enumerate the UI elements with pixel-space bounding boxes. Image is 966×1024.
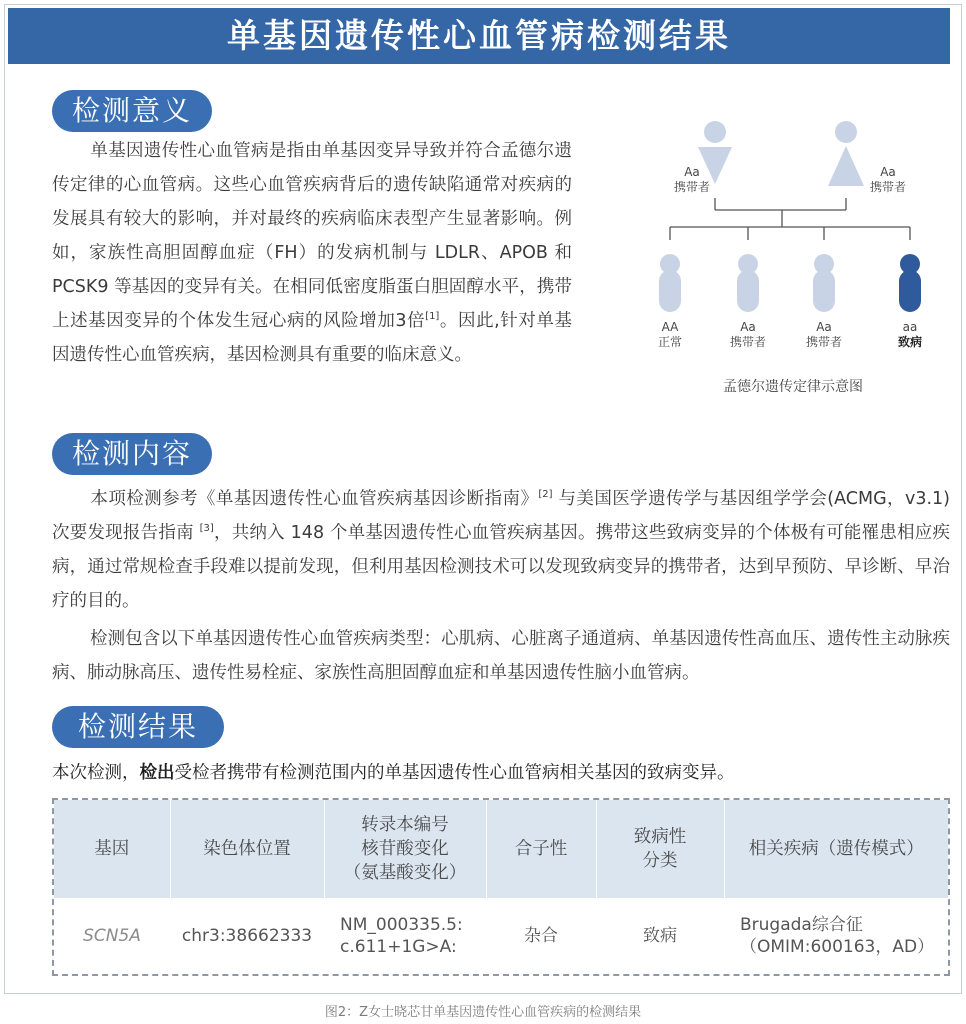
header-classification [596, 800, 724, 898]
result-table-container [52, 798, 950, 976]
parent-female-icon [828, 121, 864, 186]
header-disease: 相关疾病（遗传模式） [724, 800, 948, 898]
child-3-status: 携带者 [805, 335, 843, 349]
figure-caption: 图2：Z女士晓芯甘单基因遗传性心血管疾病的检测结果 [324, 1005, 642, 1020]
result-summary [52, 756, 950, 790]
cell-disease-line2: （OMIM:600163，AD） [740, 937, 935, 957]
page-title: 单基因遗传性心血管病检测结果 [8, 8, 950, 64]
mendelian-diagram [648, 110, 948, 410]
child-1-genotype: AA [661, 320, 679, 334]
child-3-genotype: Aa [816, 320, 832, 334]
parent-2-genotype: Aa [880, 165, 896, 179]
result-summary-a: 本次检测， [52, 763, 140, 783]
section-title-meaning: 检测意义 [52, 90, 212, 132]
header-zygosity: 合子性 [486, 800, 596, 898]
cell-gene: SCN5A [83, 926, 141, 946]
reference-2: [2] [538, 489, 553, 500]
header-gene: 基因 [54, 800, 170, 898]
table-header-row [54, 800, 948, 898]
parent-1-status: 携带者 [673, 180, 711, 194]
child-2-genotype: Aa [740, 320, 756, 334]
header-chrom: 染色体位置 [170, 800, 324, 898]
section-title-content: 检测内容 [52, 433, 212, 475]
header-transcript-line2: 核苷酸变化 [361, 839, 449, 859]
content-text-c: ，共纳入 148 个单基因遗传性心血管疾病基因。携带这些致病变异的个体极有可能罹患相应疾病，通过常规检查手段难以提前发现，但利用基因检测技术可以发现致病变异的携带者，达到早预防、早诊断、早治疗的目的。 [52, 523, 951, 611]
child-2-icon [737, 254, 759, 312]
result-summary-b: 受检者携带有检测范围内的单基因遗传性心血管病相关基因的致病变异。 [174, 763, 735, 783]
child-4-affected-icon [899, 254, 921, 312]
pedigree-svg [648, 110, 948, 370]
reference-1: [1] [425, 311, 440, 322]
meaning-text-b: 。因此,针对单基因遗传性心血管疾病，基因检测具有重要的临床意义。 [52, 311, 572, 365]
cell-zygosity: 杂合 [524, 926, 558, 946]
cell-transcript [324, 898, 486, 974]
meaning-text-a: 单基因遗传性心血管病是指由单基因变异导致并符合孟德尔遗传定律的心血管病。这些心血管疾病背后的遗传缺陷通常对疾病的发展具有较大的影响，并对最终的疾病临床表型产生显著影响。例如，家族性高胆固醇血症（FH）的发病机制与 LDLR、APOB 和 PCSK9 等基因的变异有关。在相同低密度脂蛋白胆固醇水平，携带上述基因变异的个体发生冠心病的风险增加3倍 [52, 141, 572, 331]
diagram-caption: 孟德尔遗传定律示意图 [723, 379, 863, 395]
cell-classification: 致病 [643, 926, 677, 946]
child-1-status: 正常 [657, 335, 683, 349]
cell-transcript-line2: c.611+1G>A: [340, 937, 457, 957]
cell-disease-line1: Brugada综合征 [740, 915, 863, 935]
result-summary-bold: 检出 [139, 763, 175, 783]
reference-3: [3] [199, 523, 214, 534]
child-3-icon [813, 254, 835, 312]
content-text-b: 与美国医学遗传学与基因组学学会(ACMG，v3.1) 次要发现报告指南 [52, 489, 950, 543]
header-transcript-line3: （氨基酸变化） [343, 863, 467, 883]
content-text-a: 本项检测参考《单基因遗传性心血管疾病基因诊断指南》 [90, 489, 539, 509]
child-4-genotype: aa [902, 320, 918, 334]
cell-transcript-line1: NM_000335.5: [340, 915, 463, 935]
cell-chrom: chr3:38662333 [181, 926, 313, 946]
table-row [54, 898, 948, 974]
header-class-line2: 分类 [642, 851, 678, 871]
meaning-paragraph [52, 134, 572, 372]
content-paragraph-2 [52, 622, 950, 690]
cell-disease [724, 898, 948, 974]
parent-male-icon [698, 121, 732, 184]
content-text-types: 检测包含以下单基因遗传性心血管疾病类型：心肌病、心脏离子通道病、单基因遗传性高血压、遗传性主动脉疾病、肺动脉高压、遗传性易栓症、家族性高胆固醇血症和单基因遗传性脑小血管病。 [52, 629, 950, 683]
parent-1-genotype: Aa [684, 165, 700, 179]
pedigree-lines [670, 198, 910, 240]
header-transcript [324, 800, 486, 898]
child-4-status: 致病 [897, 335, 923, 349]
header-transcript-line1: 转录本编号 [361, 815, 449, 835]
content-paragraph-1 [52, 482, 950, 618]
child-1-icon [659, 254, 681, 312]
child-2-status: 携带者 [729, 335, 767, 349]
result-table [54, 800, 948, 974]
section-title-result: 检测结果 [52, 706, 224, 748]
header-class-line1: 致病性 [633, 827, 687, 847]
parent-2-status: 携带者 [869, 180, 907, 194]
